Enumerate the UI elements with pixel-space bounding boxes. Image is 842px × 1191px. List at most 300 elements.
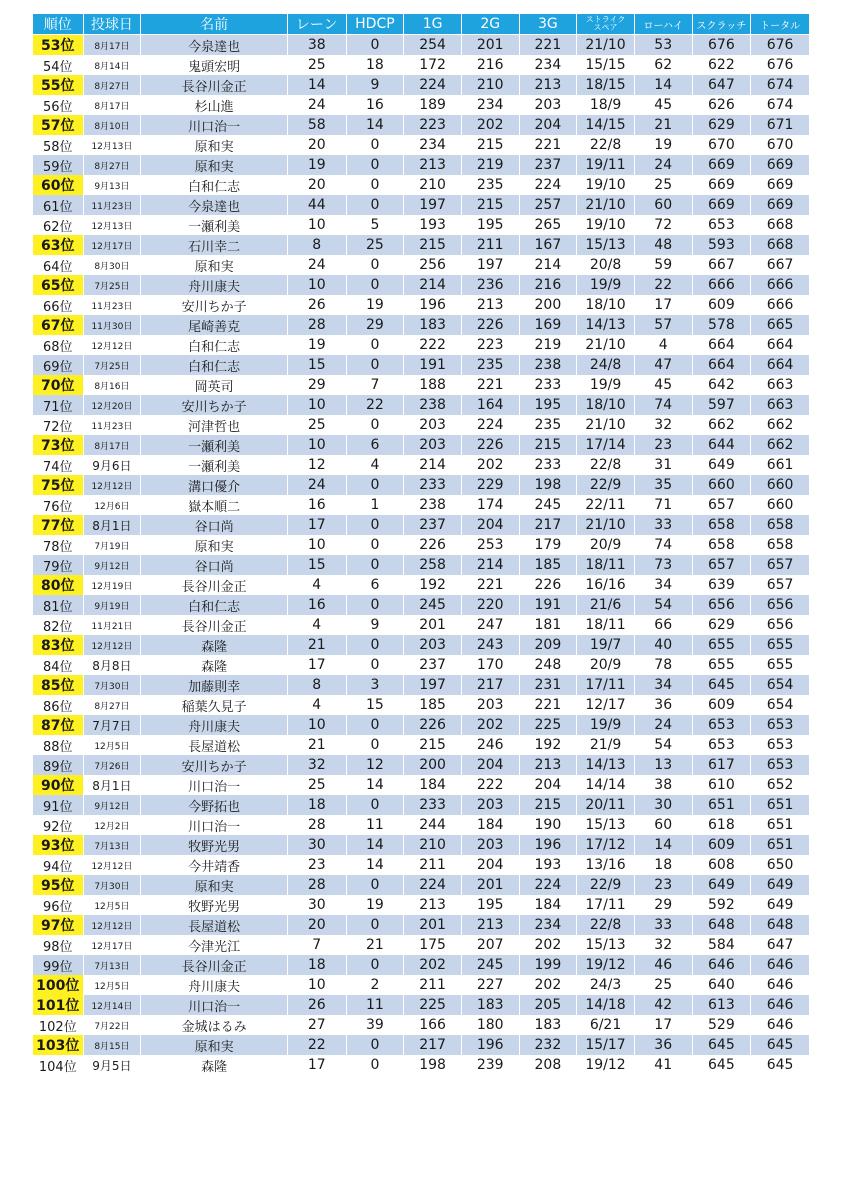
date-cell: 7月26日 xyxy=(83,755,141,775)
game1-cell: 238 xyxy=(404,395,462,415)
game3-cell: 221 xyxy=(519,695,577,715)
scratch-cell: 646 xyxy=(692,955,751,975)
lowhigh-cell: 36 xyxy=(634,695,692,715)
date-cell: 7月30日 xyxy=(83,675,141,695)
hdcp-cell: 11 xyxy=(346,815,404,835)
rank-cell: 66位 xyxy=(33,295,84,315)
scratch-cell: 658 xyxy=(692,515,751,535)
scratch-cell: 608 xyxy=(692,855,751,875)
scratch-cell: 578 xyxy=(692,315,751,335)
lowhigh-cell: 4 xyxy=(634,335,692,355)
lowhigh-cell: 24 xyxy=(634,715,692,735)
lane-cell: 24 xyxy=(287,255,346,275)
lane-cell: 24 xyxy=(287,95,346,115)
date-cell: 12月14日 xyxy=(83,995,141,1015)
strike-spare-cell: 19/7 xyxy=(577,635,635,655)
lane-cell: 24 xyxy=(287,475,346,495)
game3-cell: 215 xyxy=(519,795,577,815)
hdcp-cell: 12 xyxy=(346,755,404,775)
lane-cell: 14 xyxy=(287,75,346,95)
game3-cell: 219 xyxy=(519,335,577,355)
lowhigh-cell: 66 xyxy=(634,615,692,635)
lane-cell: 25 xyxy=(287,55,346,75)
lane-cell: 58 xyxy=(287,115,346,135)
game2-cell: 215 xyxy=(461,135,519,155)
rank-cell: 53位 xyxy=(33,35,84,56)
game1-cell: 197 xyxy=(404,195,462,215)
rank-cell: 78位 xyxy=(33,535,84,555)
game1-cell: 256 xyxy=(404,255,462,275)
rank-cell: 70位 xyxy=(33,375,84,395)
hdcp-cell: 14 xyxy=(346,775,404,795)
lane-cell: 12 xyxy=(287,455,346,475)
table-row xyxy=(33,635,810,655)
table-row xyxy=(33,955,810,975)
game3-cell: 237 xyxy=(519,155,577,175)
strike-spare-cell: 17/11 xyxy=(577,675,635,695)
strike-spare-cell: 21/10 xyxy=(577,195,635,215)
strike-spare-cell: 15/13 xyxy=(577,235,635,255)
rank-cell: 88位 xyxy=(33,735,84,755)
scratch-cell: 642 xyxy=(692,375,751,395)
hdcp-cell: 14 xyxy=(346,835,404,855)
lowhigh-cell: 73 xyxy=(634,555,692,575)
name-cell: 金城はるみ xyxy=(141,1015,288,1035)
table-row xyxy=(33,315,810,335)
game2-cell: 223 xyxy=(461,335,519,355)
date-cell: 12月17日 xyxy=(83,235,141,255)
total-cell: 666 xyxy=(751,275,810,295)
game1-cell: 185 xyxy=(404,695,462,715)
date-cell: 8月8日 xyxy=(83,655,141,675)
game1-cell: 196 xyxy=(404,295,462,315)
game2-cell: 210 xyxy=(461,75,519,95)
game1-cell: 189 xyxy=(404,95,462,115)
game3-cell: 193 xyxy=(519,855,577,875)
hdcp-cell: 19 xyxy=(346,895,404,915)
scratch-cell: 669 xyxy=(692,175,751,195)
game3-cell: 167 xyxy=(519,235,577,255)
lowhigh-cell: 78 xyxy=(634,655,692,675)
strike-spare-cell: 15/13 xyxy=(577,935,635,955)
rank-cell: 84位 xyxy=(33,655,84,675)
table-row xyxy=(33,875,810,895)
game1-cell: 184 xyxy=(404,775,462,795)
scratch-cell: 584 xyxy=(692,935,751,955)
date-cell: 11月23日 xyxy=(83,295,141,315)
table-row xyxy=(33,255,810,275)
scratch-cell: 609 xyxy=(692,295,751,315)
scratch-cell: 609 xyxy=(692,835,751,855)
date-cell: 8月1日 xyxy=(83,775,141,795)
game3-cell: 203 xyxy=(519,95,577,115)
table-row xyxy=(33,55,810,75)
game1-cell: 233 xyxy=(404,795,462,815)
hdcp-cell: 0 xyxy=(346,355,404,375)
table-row xyxy=(33,755,810,775)
game3-cell: 245 xyxy=(519,495,577,515)
scratch-cell: 662 xyxy=(692,415,751,435)
hdcp-cell: 0 xyxy=(346,635,404,655)
scratch-cell: 645 xyxy=(692,1035,751,1055)
hdcp-cell: 14 xyxy=(346,855,404,875)
total-cell: 657 xyxy=(751,555,810,575)
lowhigh-cell: 13 xyxy=(634,755,692,775)
strike-spare-cell: 13/16 xyxy=(577,855,635,875)
rank-cell: 87位 xyxy=(33,715,84,735)
hdcp-cell: 1 xyxy=(346,495,404,515)
scratch-cell: 656 xyxy=(692,595,751,615)
game1-cell: 201 xyxy=(404,615,462,635)
total-cell: 649 xyxy=(751,875,810,895)
game2-cell: 219 xyxy=(461,155,519,175)
rank-cell: 97位 xyxy=(33,915,84,935)
game3-cell: 184 xyxy=(519,895,577,915)
name-cell: 原和実 xyxy=(141,535,288,555)
hdcp-cell: 16 xyxy=(346,95,404,115)
date-cell: 7月25日 xyxy=(83,275,141,295)
strike-spare-cell: 18/10 xyxy=(577,295,635,315)
lowhigh-cell: 23 xyxy=(634,875,692,895)
lowhigh-cell: 48 xyxy=(634,235,692,255)
scratch-cell: 676 xyxy=(692,35,751,56)
name-cell: 谷口尚 xyxy=(141,515,288,535)
rank-cell: 77位 xyxy=(33,515,84,535)
game2-cell: 184 xyxy=(461,815,519,835)
date-cell: 12月13日 xyxy=(83,215,141,235)
lane-cell: 4 xyxy=(287,615,346,635)
total-cell: 676 xyxy=(751,35,810,56)
name-cell: 川口治一 xyxy=(141,115,288,135)
lowhigh-cell: 35 xyxy=(634,475,692,495)
table-row xyxy=(33,615,810,635)
scratch-cell: 593 xyxy=(692,235,751,255)
table-row xyxy=(33,895,810,915)
date-cell: 12月19日 xyxy=(83,575,141,595)
lane-cell: 30 xyxy=(287,835,346,855)
hdcp-cell: 0 xyxy=(346,155,404,175)
game3-cell: 183 xyxy=(519,1015,577,1035)
strike-spare-cell: 22/9 xyxy=(577,875,635,895)
lowhigh-cell: 42 xyxy=(634,995,692,1015)
lane-cell: 29 xyxy=(287,375,346,395)
total-cell: 671 xyxy=(751,115,810,135)
lane-cell: 21 xyxy=(287,635,346,655)
scratch-cell: 664 xyxy=(692,355,751,375)
scratch-cell: 670 xyxy=(692,135,751,155)
table-row xyxy=(33,535,810,555)
date-cell: 8月1日 xyxy=(83,515,141,535)
game3-cell: 192 xyxy=(519,735,577,755)
name-cell: 原和実 xyxy=(141,255,288,275)
name-cell: 安川ちか子 xyxy=(141,395,288,415)
hdcp-cell: 2 xyxy=(346,975,404,995)
date-cell: 8月17日 xyxy=(83,95,141,115)
game1-cell: 224 xyxy=(404,75,462,95)
header-hdcp: HDCP xyxy=(346,14,404,35)
strike-spare-cell: 20/9 xyxy=(577,655,635,675)
lowhigh-cell: 24 xyxy=(634,155,692,175)
rank-cell: 80位 xyxy=(33,575,84,595)
table-row xyxy=(33,155,810,175)
table-row xyxy=(33,595,810,615)
date-cell: 7月13日 xyxy=(83,955,141,975)
lowhigh-cell: 59 xyxy=(634,255,692,275)
date-cell: 9月5日 xyxy=(83,1055,141,1075)
strike-spare-cell: 20/11 xyxy=(577,795,635,815)
total-cell: 653 xyxy=(751,755,810,775)
name-cell: 溝口優介 xyxy=(141,475,288,495)
lowhigh-cell: 14 xyxy=(634,75,692,95)
date-cell: 8月27日 xyxy=(83,75,141,95)
rank-cell: 71位 xyxy=(33,395,84,415)
table-row xyxy=(33,835,810,855)
rank-cell: 72位 xyxy=(33,415,84,435)
table-row xyxy=(33,95,810,115)
rank-cell: 68位 xyxy=(33,335,84,355)
name-cell: 岡英司 xyxy=(141,375,288,395)
scratch-cell: 529 xyxy=(692,1015,751,1035)
game3-cell: 238 xyxy=(519,355,577,375)
game2-cell: 217 xyxy=(461,675,519,695)
table-row xyxy=(33,775,810,795)
strike-spare-cell: 18/15 xyxy=(577,75,635,95)
lane-cell: 10 xyxy=(287,535,346,555)
name-cell: 舟川康夫 xyxy=(141,975,288,995)
game3-cell: 169 xyxy=(519,315,577,335)
table-row xyxy=(33,695,810,715)
lowhigh-cell: 60 xyxy=(634,195,692,215)
lane-cell: 16 xyxy=(287,595,346,615)
table-row xyxy=(33,115,810,135)
game2-cell: 221 xyxy=(461,375,519,395)
name-cell: 原和実 xyxy=(141,1035,288,1055)
rank-cell: 69位 xyxy=(33,355,84,375)
header-scratch: スクラッチ xyxy=(692,14,751,35)
scratch-cell: 658 xyxy=(692,535,751,555)
table-row xyxy=(33,435,810,455)
date-cell: 9月13日 xyxy=(83,175,141,195)
lane-cell: 15 xyxy=(287,355,346,375)
game1-cell: 201 xyxy=(404,915,462,935)
game3-cell: 234 xyxy=(519,55,577,75)
lane-cell: 4 xyxy=(287,575,346,595)
date-cell: 12月2日 xyxy=(83,815,141,835)
total-cell: 663 xyxy=(751,375,810,395)
hdcp-cell: 19 xyxy=(346,295,404,315)
total-cell: 651 xyxy=(751,815,810,835)
lane-cell: 18 xyxy=(287,955,346,975)
scratch-cell: 618 xyxy=(692,815,751,835)
game3-cell: 224 xyxy=(519,175,577,195)
hdcp-cell: 0 xyxy=(346,255,404,275)
total-cell: 648 xyxy=(751,915,810,935)
strike-spare-cell: 19/10 xyxy=(577,175,635,195)
hdcp-cell: 7 xyxy=(346,375,404,395)
hdcp-cell: 0 xyxy=(346,175,404,195)
scratch-cell: 653 xyxy=(692,735,751,755)
rank-cell: 74位 xyxy=(33,455,84,475)
ranking-rows xyxy=(33,35,810,1076)
total-cell: 653 xyxy=(751,715,810,735)
table-row xyxy=(33,455,810,475)
game2-cell: 203 xyxy=(461,795,519,815)
rank-cell: 56位 xyxy=(33,95,84,115)
game3-cell: 185 xyxy=(519,555,577,575)
lowhigh-cell: 45 xyxy=(634,95,692,115)
game3-cell: 181 xyxy=(519,615,577,635)
game1-cell: 214 xyxy=(404,455,462,475)
name-cell: 今津光江 xyxy=(141,935,288,955)
scratch-cell: 655 xyxy=(692,655,751,675)
strike-spare-cell: 15/15 xyxy=(577,55,635,75)
name-cell: 長谷川金正 xyxy=(141,615,288,635)
name-cell: 今泉達也 xyxy=(141,35,288,56)
game3-cell: 213 xyxy=(519,755,577,775)
game2-cell: 183 xyxy=(461,995,519,1015)
rank-cell: 91位 xyxy=(33,795,84,815)
total-cell: 651 xyxy=(751,835,810,855)
total-cell: 656 xyxy=(751,595,810,615)
hdcp-cell: 0 xyxy=(346,715,404,735)
lane-cell: 44 xyxy=(287,195,346,215)
table-row xyxy=(33,175,810,195)
scratch-cell: 592 xyxy=(692,895,751,915)
game2-cell: 170 xyxy=(461,655,519,675)
game2-cell: 227 xyxy=(461,975,519,995)
game1-cell: 215 xyxy=(404,235,462,255)
lowhigh-cell: 72 xyxy=(634,215,692,235)
game1-cell: 224 xyxy=(404,875,462,895)
header-spare-label: スペア xyxy=(593,23,618,32)
hdcp-cell: 9 xyxy=(346,615,404,635)
scratch-cell: 653 xyxy=(692,215,751,235)
game2-cell: 201 xyxy=(461,875,519,895)
date-cell: 12月12日 xyxy=(83,855,141,875)
game1-cell: 210 xyxy=(404,835,462,855)
date-cell: 8月17日 xyxy=(83,35,141,56)
lane-cell: 23 xyxy=(287,855,346,875)
game1-cell: 202 xyxy=(404,955,462,975)
total-cell: 668 xyxy=(751,235,810,255)
game2-cell: 234 xyxy=(461,95,519,115)
table-row xyxy=(33,215,810,235)
scratch-cell: 609 xyxy=(692,695,751,715)
hdcp-cell: 0 xyxy=(346,515,404,535)
table-row xyxy=(33,135,810,155)
game1-cell: 166 xyxy=(404,1015,462,1035)
game3-cell: 233 xyxy=(519,375,577,395)
strike-spare-cell: 19/10 xyxy=(577,215,635,235)
total-cell: 657 xyxy=(751,575,810,595)
game3-cell: 209 xyxy=(519,635,577,655)
scratch-cell: 610 xyxy=(692,775,751,795)
date-cell: 9月19日 xyxy=(83,595,141,615)
total-cell: 669 xyxy=(751,155,810,175)
lowhigh-cell: 34 xyxy=(634,575,692,595)
lowhigh-cell: 29 xyxy=(634,895,692,915)
game3-cell: 234 xyxy=(519,915,577,935)
total-cell: 655 xyxy=(751,635,810,655)
lane-cell: 15 xyxy=(287,555,346,575)
total-cell: 645 xyxy=(751,1055,810,1075)
rank-cell: 61位 xyxy=(33,195,84,215)
header-lane: レーン xyxy=(287,14,346,35)
table-row xyxy=(33,735,810,755)
game3-cell: 221 xyxy=(519,35,577,56)
total-cell: 649 xyxy=(751,895,810,915)
date-cell: 7月22日 xyxy=(83,1015,141,1035)
hdcp-cell: 0 xyxy=(346,1055,404,1075)
total-cell: 653 xyxy=(751,735,810,755)
game2-cell: 239 xyxy=(461,1055,519,1075)
rank-cell: 54位 xyxy=(33,55,84,75)
name-cell: 白和仁志 xyxy=(141,595,288,615)
game1-cell: 172 xyxy=(404,55,462,75)
hdcp-cell: 5 xyxy=(346,215,404,235)
lowhigh-cell: 41 xyxy=(634,1055,692,1075)
name-cell: 白和仁志 xyxy=(141,175,288,195)
game3-cell: 204 xyxy=(519,775,577,795)
date-cell: 12月20日 xyxy=(83,395,141,415)
lane-cell: 8 xyxy=(287,235,346,255)
table-row xyxy=(33,975,810,995)
hdcp-cell: 0 xyxy=(346,795,404,815)
lowhigh-cell: 33 xyxy=(634,915,692,935)
lowhigh-cell: 30 xyxy=(634,795,692,815)
game1-cell: 203 xyxy=(404,415,462,435)
game1-cell: 192 xyxy=(404,575,462,595)
game3-cell: 265 xyxy=(519,215,577,235)
game1-cell: 222 xyxy=(404,335,462,355)
game3-cell: 205 xyxy=(519,995,577,1015)
hdcp-cell: 0 xyxy=(346,535,404,555)
scratch-cell: 613 xyxy=(692,995,751,1015)
game3-cell: 213 xyxy=(519,75,577,95)
hdcp-cell: 0 xyxy=(346,335,404,355)
scratch-cell: 629 xyxy=(692,115,751,135)
lane-cell: 38 xyxy=(287,35,346,56)
hdcp-cell: 6 xyxy=(346,575,404,595)
lowhigh-cell: 32 xyxy=(634,415,692,435)
lane-cell: 10 xyxy=(287,975,346,995)
name-cell: 一瀬利美 xyxy=(141,435,288,455)
name-cell: 長屋道松 xyxy=(141,915,288,935)
strike-spare-cell: 19/12 xyxy=(577,1055,635,1075)
scratch-cell: 648 xyxy=(692,915,751,935)
name-cell: 谷口尚 xyxy=(141,555,288,575)
game2-cell: 247 xyxy=(461,615,519,635)
date-cell: 12月13日 xyxy=(83,135,141,155)
game2-cell: 221 xyxy=(461,575,519,595)
game3-cell: 233 xyxy=(519,455,577,475)
name-cell: 舟川康夫 xyxy=(141,715,288,735)
game2-cell: 207 xyxy=(461,935,519,955)
date-cell: 12月5日 xyxy=(83,975,141,995)
name-cell: 原和実 xyxy=(141,155,288,175)
game3-cell: 214 xyxy=(519,255,577,275)
table-row xyxy=(33,375,810,395)
hdcp-cell: 18 xyxy=(346,55,404,75)
table-row xyxy=(33,275,810,295)
game1-cell: 188 xyxy=(404,375,462,395)
strike-spare-cell: 20/8 xyxy=(577,255,635,275)
rank-cell: 100位 xyxy=(33,975,84,995)
total-cell: 660 xyxy=(751,475,810,495)
game2-cell: 204 xyxy=(461,515,519,535)
total-cell: 676 xyxy=(751,55,810,75)
game2-cell: 211 xyxy=(461,235,519,255)
